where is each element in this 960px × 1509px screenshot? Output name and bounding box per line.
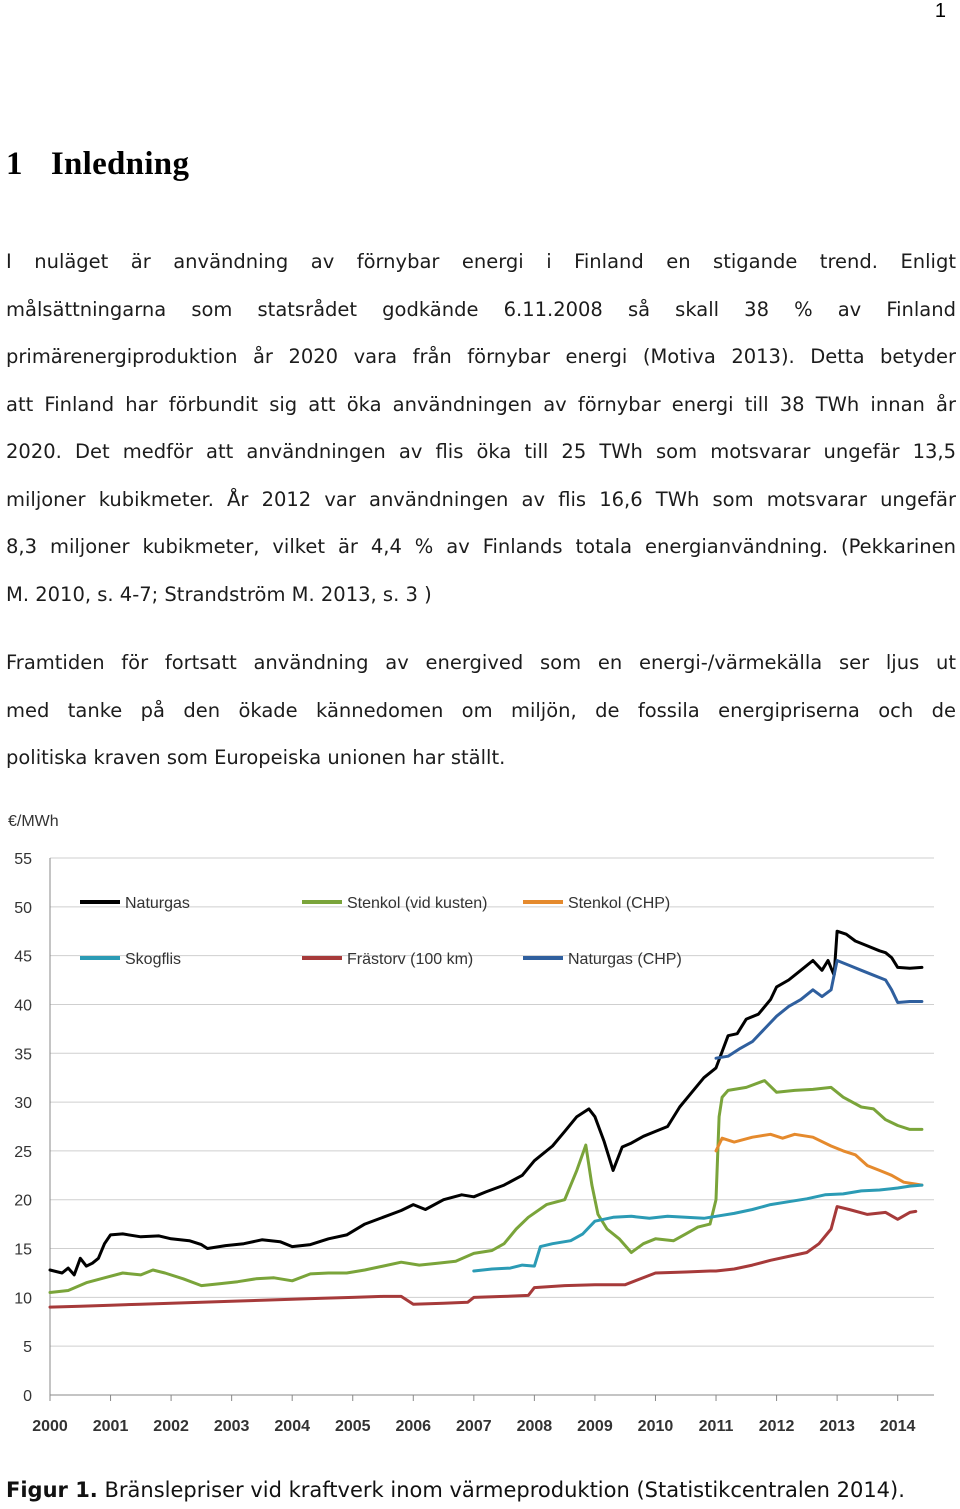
paragraph-line: politiska kraven som Europeiska unionen har ställt. bbox=[6, 746, 506, 769]
paragraph-line: M. 2010, s. 4-7; Strandström M. 2013, s. 3 ) bbox=[6, 582, 432, 606]
legend-label: Frästorv (100 km) bbox=[347, 951, 474, 968]
legend-label: Stenkol (vid kusten) bbox=[347, 895, 488, 912]
paragraph-line: målsättningarna som statsrådet godkände 6.11.2008 så skall 38 % av Finland bbox=[6, 297, 956, 321]
legend-label: Naturgas (CHP) bbox=[568, 951, 682, 968]
y-tick-label: 15 bbox=[14, 1241, 32, 1259]
chart-svg bbox=[0, 805, 960, 1445]
x-tick-label: 2012 bbox=[758, 1418, 795, 1435]
x-tick-label: 2013 bbox=[819, 1418, 855, 1435]
y-tick-label: 30 bbox=[14, 1095, 32, 1113]
y-tick-label: 5 bbox=[23, 1339, 32, 1357]
x-tick-label: 2003 bbox=[213, 1418, 250, 1435]
series-line bbox=[50, 931, 922, 1275]
figure-caption bbox=[6, 1478, 905, 1502]
paragraph-line: med tanke på den ökade kännedomen om miljön, de fossila energipriserna och de bbox=[6, 698, 956, 722]
legend-label: Naturgas bbox=[125, 895, 190, 912]
legend-label: Stenkol (CHP) bbox=[568, 895, 671, 912]
legend-label: Skogflis bbox=[125, 951, 182, 968]
y-tick-label: 20 bbox=[14, 1192, 32, 1210]
page-number: 1 bbox=[934, 0, 946, 22]
y-tick-label: 10 bbox=[14, 1290, 32, 1308]
paragraph-line: att Finland har förbundit sig att öka användningen av förnybar energi till 38 TWh innan år bbox=[6, 392, 956, 416]
series-line bbox=[50, 1081, 922, 1293]
y-tick-label: 0 bbox=[23, 1388, 32, 1405]
x-tick-label: 2006 bbox=[395, 1418, 432, 1435]
x-tick-label: 2002 bbox=[153, 1418, 189, 1435]
y-tick-label: 35 bbox=[14, 1046, 32, 1064]
series-line bbox=[50, 1207, 916, 1308]
fuel-price-chart bbox=[0, 805, 960, 1445]
figure-caption-text: Bränslepriser vid kraftverk inom värmeproduktion (Statistikcentralen 2014). bbox=[97, 1478, 905, 1502]
y-tick-label: 55 bbox=[14, 851, 32, 868]
paragraph-line: primärenergiproduktion år 2020 vara från förnybar energi (Motiva 2013). Detta betyder bbox=[6, 345, 956, 368]
x-tick-label: 2014 bbox=[879, 1418, 916, 1435]
x-tick-label: 2009 bbox=[577, 1418, 613, 1435]
figure-label: Figur 1. bbox=[6, 1478, 98, 1502]
x-tick-label: 2010 bbox=[637, 1418, 674, 1435]
x-tick-label: 2000 bbox=[32, 1418, 68, 1435]
section-heading bbox=[6, 146, 189, 183]
x-tick-label: 2001 bbox=[92, 1418, 129, 1435]
paragraph-line: I nuläget är användning av förnybar energi i Finland en stigande trend. Enligt bbox=[6, 250, 956, 273]
section-title: Inledning bbox=[50, 146, 190, 182]
y-axis-unit-label: €/MWh bbox=[8, 813, 59, 830]
y-tick-label: 50 bbox=[14, 899, 32, 917]
paragraph-line: 8,3 miljoner kubikmeter, vilket är 4,4 % av Finlands totala energianvändning. (Pekkarinen bbox=[6, 535, 956, 558]
paragraph-line: miljoner kubikmeter. År 2012 var användningen av flis 16,6 TWh som motsvarar ungefär bbox=[6, 487, 956, 511]
y-tick-label: 40 bbox=[14, 997, 32, 1015]
paragraph-line: 2020. Det medför att användningen av flis öka till 25 TWh som motsvarar ungefär 13,5 bbox=[6, 440, 956, 463]
series-line bbox=[716, 1134, 922, 1185]
series-line bbox=[716, 961, 922, 1059]
x-tick-label: 2005 bbox=[334, 1418, 371, 1435]
x-tick-label: 2008 bbox=[516, 1418, 553, 1435]
paragraph-intro bbox=[6, 238, 956, 618]
paragraph-future bbox=[6, 639, 956, 782]
y-tick-label: 45 bbox=[14, 948, 32, 966]
x-tick-label: 2004 bbox=[274, 1418, 310, 1435]
paragraph-line: Framtiden för fortsatt användning av energived som en energi-/värmekälla ser ljus ut bbox=[6, 651, 956, 674]
x-tick-label: 2007 bbox=[456, 1418, 492, 1435]
y-tick-label: 25 bbox=[14, 1143, 32, 1161]
x-tick-label: 2011 bbox=[698, 1418, 734, 1435]
section-number: 1 bbox=[6, 146, 23, 182]
